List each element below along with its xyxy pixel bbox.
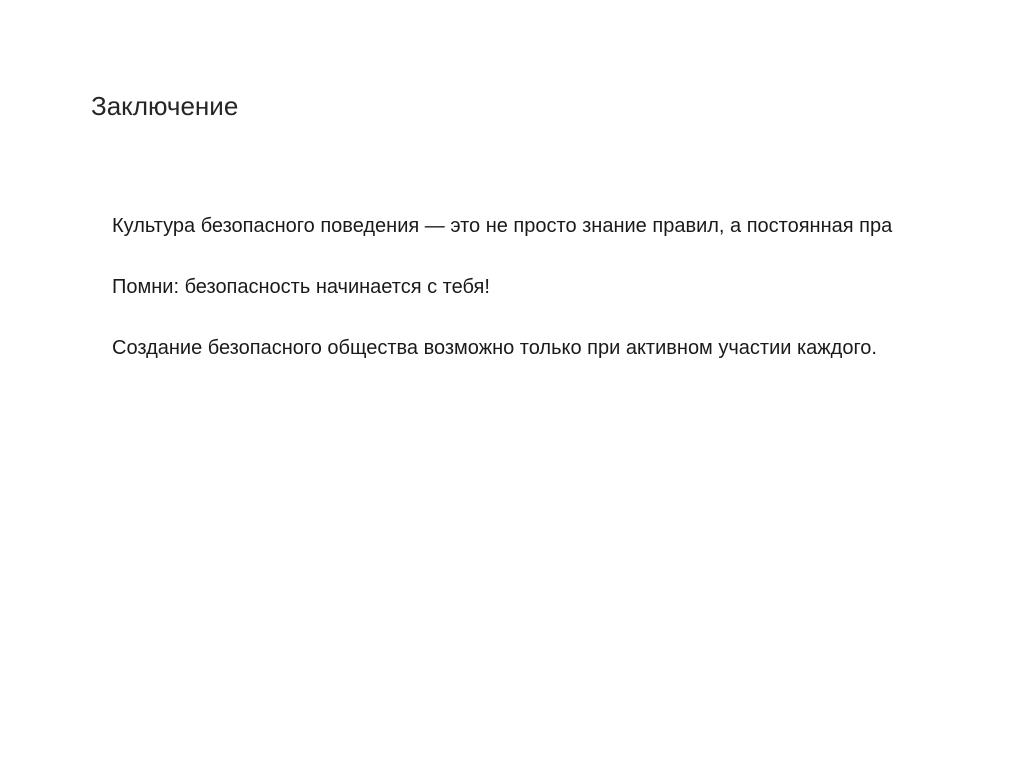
paragraph-culture: Культура безопасного поведения — это не просто знание правил, а постоянная пра (112, 215, 893, 237)
slide-title: Заключение (91, 91, 239, 121)
paragraph-remember: Помни: безопасность начинается с тебя! (112, 276, 490, 298)
paragraph-society: Создание безопасного общества возможно только при активном участии каждого. (112, 337, 877, 359)
slide-body (112, 211, 1024, 394)
